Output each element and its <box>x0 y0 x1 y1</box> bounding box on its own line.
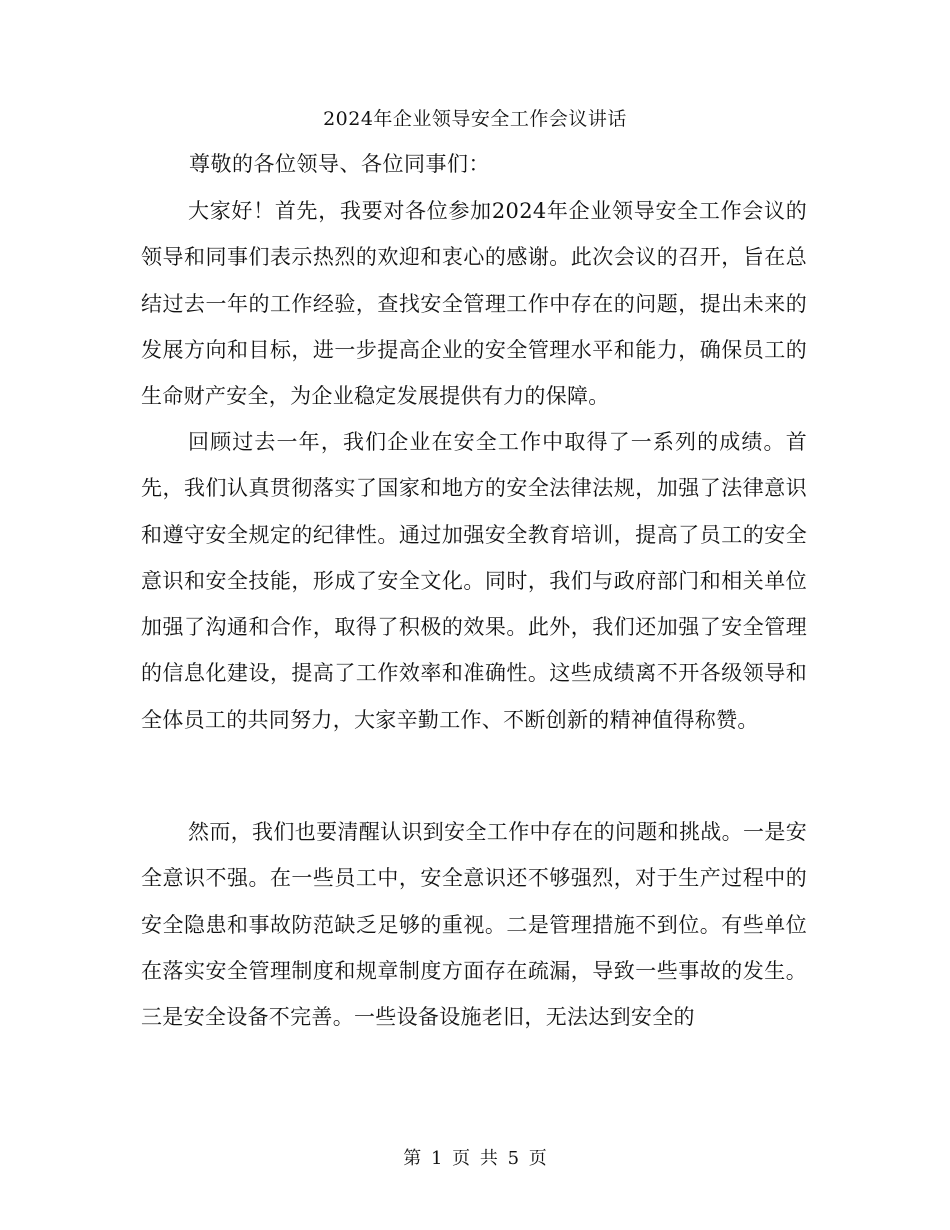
salutation: 尊敬的各位领导、各位同事们： <box>189 152 490 176</box>
paragraph-welcome: 大家好！首先，我要对各位参加2024年企业领导安全工作会议的领导和同事们表示热烈的欢迎和衷心的感谢。此次会议的召开，旨在总结过去一年的工作经验，查找安全管理工作中存在的问题，提出未来的发展方向和目标，进一步提高企业的安全管理水平和能力，确保员工的生命财产安全，为企业稳定发展提供有力的保障。 <box>141 199 807 409</box>
page-number-footer: 第 1 页 共 5 页 <box>403 1148 547 1169</box>
document-title: 2024年企业领导安全工作会议讲话 <box>323 108 627 130</box>
paragraph-problems: 然而，我们也要清醒认识到安全工作中存在的问题和挑战。一是安全意识不强。在一些员工中，安全意识还不够强烈，对于生产过程中的安全隐患和事故防范缺乏足够的重视。二是管理措施不到位。有些单位在落实安全管理制度和规章制度方面存在疏漏，导致一些事故的发生。三是安全设备不完善。一些设备设施老旧，无法达到安全的 <box>141 820 807 1030</box>
paragraph-achievements: 回顾过去一年，我们企业在安全工作中取得了一系列的成绩。首先，我们认真贯彻落实了国家和地方的安全法律法规，加强了法律意识和遵守安全规定的纪律性。通过加强安全教育培训，提高了员工的安全意识和安全技能，形成了安全文化。同时，我们与政府部门和相关单位加强了沟通和合作，取得了积极的效果。此外，我们还加强了安全管理的信息化建设，提高了工作效率和准确性。这些成绩离不开各级领导和全体员工的共同努力，大家辛勤工作、不断创新的精神值得称赞。 <box>141 430 807 732</box>
